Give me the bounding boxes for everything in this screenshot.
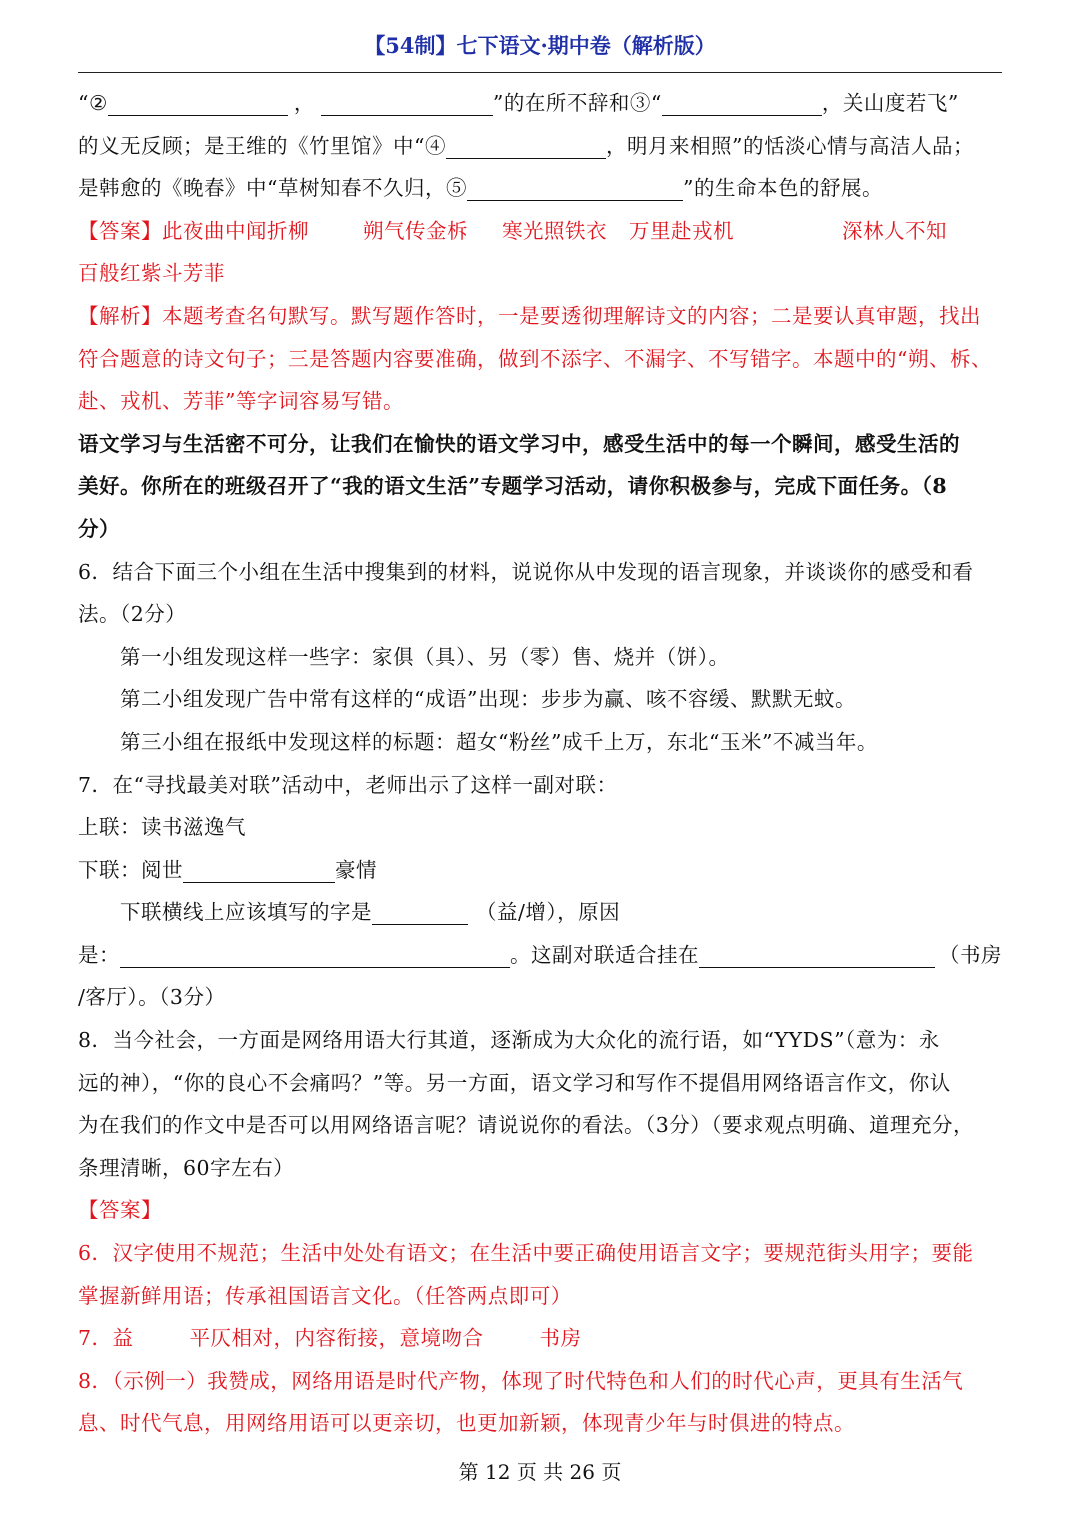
- q7-fill-line: 下联横线上应该填写的字是 （益/增），原因: [120, 900, 621, 925]
- q5-answer-line-2: 百般红紫斗芳菲: [78, 261, 225, 286]
- q5-line-1: “② ， ”的在所不辞和③“ ，关山度若飞”: [78, 91, 959, 115]
- header-divider: [78, 72, 1002, 73]
- q5-line-2: 的义无反顾；是王维的《竹里馆》中“④ ，明月来相照”的恬淡心情与高洁人品；: [78, 133, 974, 158]
- page-number: 第 12 页 共 26 页: [458, 1460, 622, 1484]
- answer-8-line-1: 8．（示例一）我赞成，网络用语是时代产物，体现了时代特色和人们的时代心声，更具有生活气: [78, 1368, 964, 1393]
- room-blank[interactable]: [699, 943, 935, 968]
- page-body: [78, 82, 1002, 1445]
- answer-6-line-2: 掌握新鲜用语；传承祖国语言文化。（任答两点即可）: [78, 1283, 572, 1308]
- intro-line-3: 分）: [78, 516, 120, 541]
- blank-2b[interactable]: [321, 91, 493, 116]
- q7-line-1: 7．在“寻找最美对联”活动中，老师出示了这样一副对联：: [78, 772, 618, 797]
- fill-char-blank[interactable]: [372, 900, 468, 925]
- intro-line-2: 美好。你所在的班级召开了“我的语文生活”专题学习活动，请你积极参与，完成下面任务。（8: [78, 474, 948, 499]
- q8-line-1: 8．当今社会，一方面是网络用语大行其道，逐渐成为大众化的流行语，如“YYDS”（意为：永: [78, 1028, 940, 1053]
- q8-line-2: 远的神），“你的良心不会痛吗？”等。另一方面，语文学习和写作不提倡用网络语言作文，你认: [78, 1070, 951, 1095]
- reason-blank[interactable]: [120, 943, 510, 968]
- answer-7: 7．益 平仄相对，内容衔接，意境吻合 书房: [78, 1326, 582, 1351]
- intro-line-1: 语文学习与生活密不可分，让我们在愉快的语文学习中，感受生活中的每一个瞬间，感受生活的: [78, 431, 960, 456]
- answer-6-line-1: 6．汉字使用不规范；生活中处处有语文；在生活中要正确使用语言文字；要规范街头用字；要能: [78, 1241, 974, 1266]
- couplet-blank[interactable]: [183, 858, 335, 883]
- page-header-title: 【54制】七下语文·期中卷（解析版）: [364, 33, 716, 58]
- blank-5[interactable]: [467, 176, 683, 201]
- q6-group-2: 第二小组发现广告中常有这样的“成语”出现：步步为赢、咳不容缓、默默无蚊。: [120, 687, 856, 712]
- blank-4[interactable]: [446, 134, 606, 159]
- q8-line-4: 条理清晰，60字左右）: [78, 1155, 295, 1180]
- answers-label: 【答案】: [78, 1198, 162, 1223]
- q8-line-3: 为在我们的作文中是否可以用网络语言呢？请说说你的看法。（3分）（要求观点明确、道理充分，: [78, 1113, 975, 1138]
- q7-reason-line: 是： 。这副对联适合挂在 （书房: [78, 942, 1002, 967]
- q6-line-1: 6．结合下面三个小组在生活中搜集到的材料，说说你从中发现的语言现象，并谈谈你的感受和看: [78, 559, 974, 584]
- q7-lower-couplet: 下联：阅世 豪情: [78, 857, 377, 882]
- q5-analysis-2: 符合题意的诗文句子；三是答题内容要准确，做到不添字、不漏字、不写错字。本题中的“朔、柝、: [78, 346, 992, 371]
- blank-2[interactable]: [108, 91, 288, 116]
- q7-reason-line-2: /客厅）。（3分）: [78, 985, 226, 1010]
- answer-8-line-2: 息、时代气息，用网络用语可以更亲切，也更加新颖，体现青少年与时俱进的特点。: [78, 1411, 855, 1436]
- q6-group-3: 第三小组在报纸中发现这样的标题：超女“粉丝”成千上万，东北“玉米”不减当年。: [120, 729, 878, 754]
- q6-line-2: 法。（2分）: [78, 602, 187, 627]
- q6-group-1: 第一小组发现这样一些字：家俱（具）、另（零）售、烧并（饼）。: [120, 644, 730, 669]
- q7-upper-couplet: 上联：读书滋逸气: [78, 815, 246, 840]
- q5-line-3: 是韩愈的《晚春》中“草树知春不久归，⑤ ”的生命本色的舒展。: [78, 176, 883, 201]
- q5-analysis-1: 【解析】本题考查名句默写。默写题作答时，一是要透彻理解诗文的内容；二是要认真审题，找出: [78, 303, 981, 328]
- blank-3[interactable]: [662, 91, 822, 116]
- q5-answer: 【答案】此夜曲中闻折柳 朔气传金柝 寒光照铁衣 万里赴戎机 深林人不知: [78, 218, 947, 243]
- q5-analysis-3: 赴、戎机、芳菲”等字词容易写错。: [78, 389, 404, 414]
